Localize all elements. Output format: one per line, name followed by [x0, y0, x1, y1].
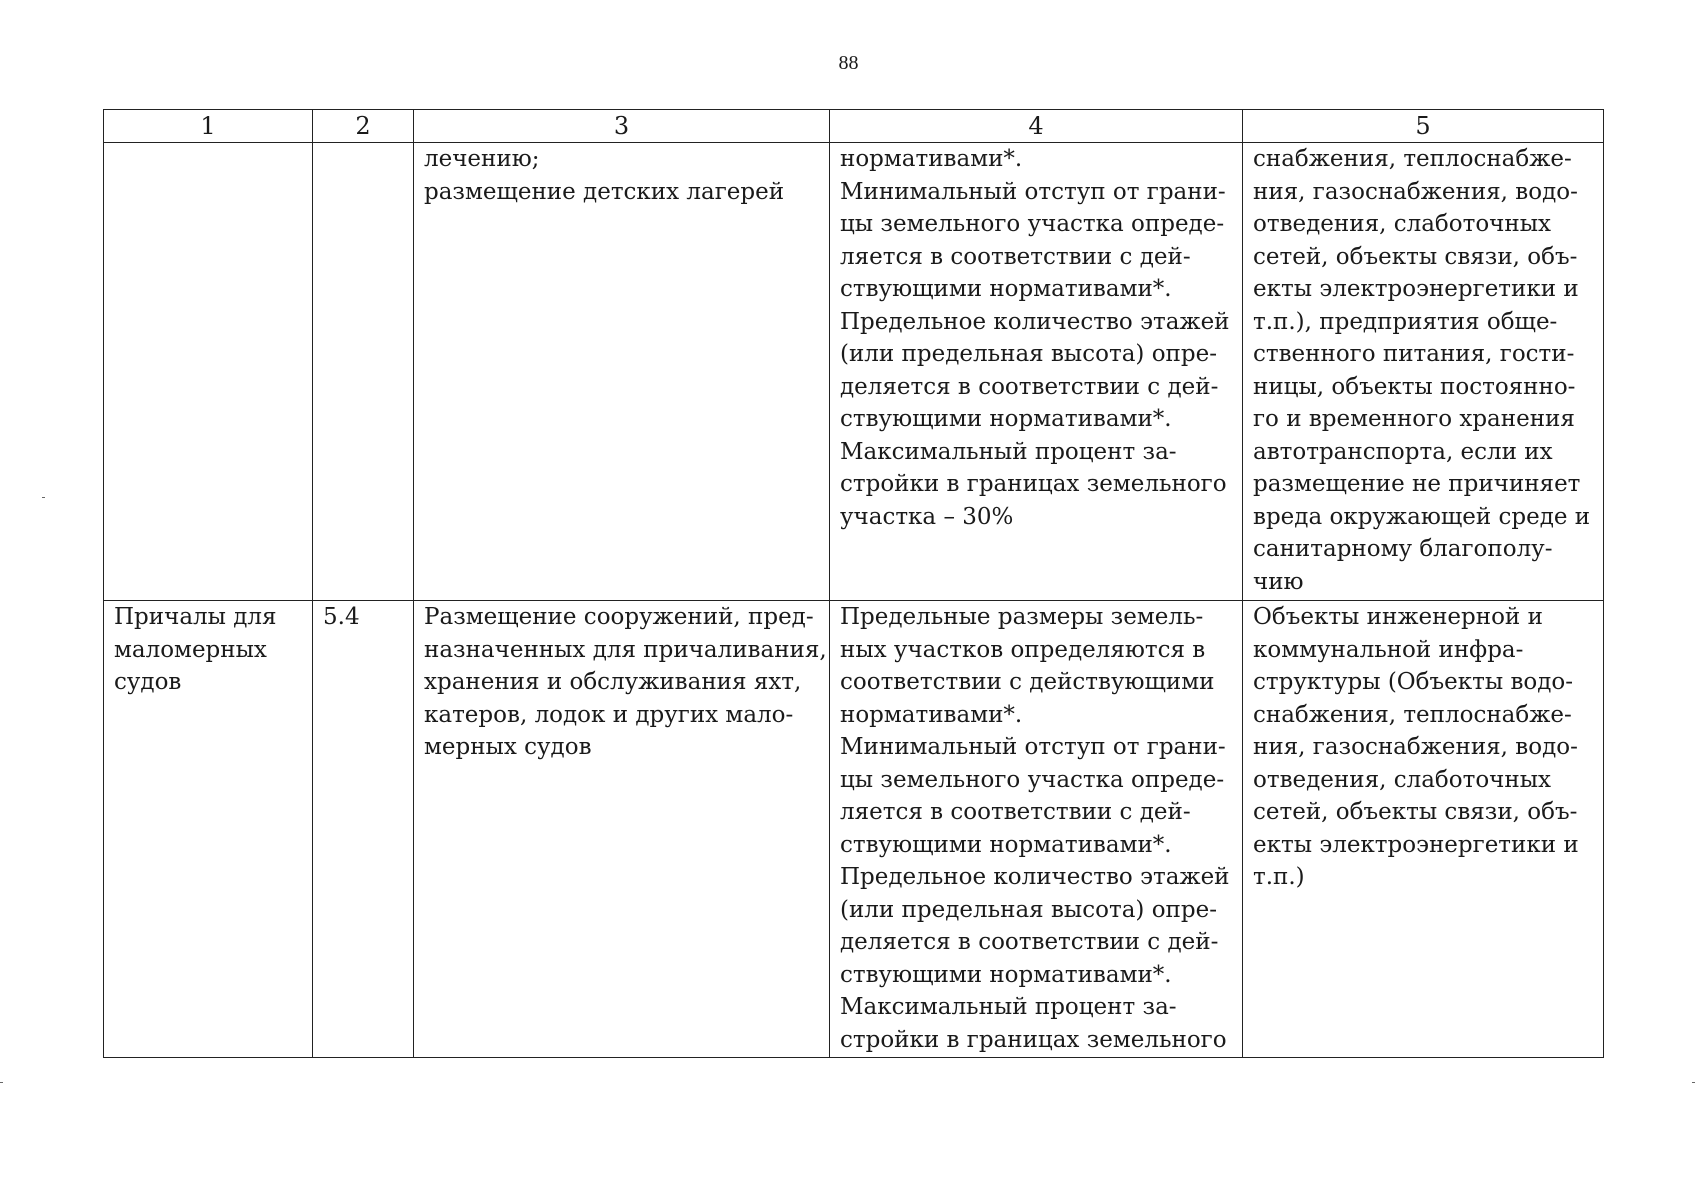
text-line: сетей, объекты связи, объ-	[1253, 243, 1578, 270]
table-row	[104, 601, 1604, 1058]
text-line: стройки в границах земельного	[840, 1026, 1227, 1053]
text-line: цы земельного участка опреде-	[840, 766, 1225, 793]
scan-speck	[1692, 1082, 1695, 1083]
text-line: ляется в соответствии с дей-	[840, 799, 1191, 825]
use-type-cell	[104, 143, 313, 601]
text-line: лечению;	[424, 146, 540, 172]
table-row	[104, 143, 1604, 601]
text-line: соответствии с действующими	[840, 669, 1215, 695]
text-line: ствующими нормативами*.	[840, 831, 1172, 858]
text-line: отведения, слаботочных	[1253, 211, 1551, 237]
text-line: катеров, лодок и других мало-	[424, 701, 794, 728]
text-line: ницы, объекты постоянно-	[1253, 373, 1576, 400]
text-line: ния, газоснабжения, водо-	[1253, 178, 1578, 205]
text-line: Минимальный отступ от грани-	[840, 734, 1226, 760]
text-line: вреда окружающей среде и	[1253, 503, 1591, 530]
text-line: 5.4	[323, 604, 360, 630]
text-line: назначенных для причаливания,	[424, 636, 827, 663]
text-line: ственного питания, гости-	[1253, 341, 1575, 367]
text-line: го и временного хранения	[1253, 406, 1575, 432]
text-line: размещение детских лагерей	[424, 178, 785, 205]
auxiliary-uses-cell	[1243, 601, 1604, 1058]
scan-speck	[42, 497, 45, 498]
text-line: (или предельная высота) опре-	[840, 341, 1217, 367]
text-line: цы земельного участка опреде-	[840, 211, 1225, 237]
column-header-1: 1	[104, 110, 313, 143]
text-line: коммунальной инфра-	[1253, 636, 1524, 663]
text-line: судов	[114, 669, 182, 695]
use-type-cell	[104, 601, 313, 1058]
text-line: Предельное количество этажей	[840, 308, 1230, 335]
code-cell	[313, 601, 414, 1058]
text-line: т.п.)	[1253, 864, 1305, 890]
text-line: размещение не причиняет	[1253, 471, 1581, 497]
text-line: Максимальный процент за-	[840, 994, 1177, 1020]
text-line: екты электроэнергетики и	[1253, 276, 1579, 302]
text-line: Причалы для	[114, 604, 277, 630]
text-line: Размещение сооружений, пред-	[424, 604, 814, 630]
text-line: чию	[1253, 568, 1304, 595]
text-line: ляется в соответствии с дей-	[840, 243, 1191, 270]
text-line: маломерных	[114, 636, 267, 663]
text-line: структуры (Объекты водо-	[1253, 669, 1574, 695]
text-line: мерных судов	[424, 734, 592, 760]
text-line: (или предельная высота) опре-	[840, 896, 1217, 923]
text-line: хранения и обслуживания яхт,	[424, 669, 802, 695]
text-line: стройки в границах земельного	[840, 471, 1227, 497]
scan-speck	[0, 1082, 3, 1083]
page-number: 88	[838, 52, 859, 74]
text-line: Предельное количество этажей	[840, 864, 1230, 890]
column-header-3: 3	[414, 110, 830, 143]
text-line: нормативами*.	[840, 146, 1023, 172]
regulations-table	[103, 109, 1604, 1058]
text-line: т.п.), предприятия обще-	[1253, 308, 1558, 335]
text-line: снабжения, теплоснабже-	[1253, 146, 1572, 172]
text-line: участка – 30%	[840, 503, 1014, 530]
column-header-4: 4	[830, 110, 1243, 143]
description-cell	[414, 601, 830, 1058]
column-header-2: 2	[313, 110, 414, 143]
text-line: екты электроэнергетики и	[1253, 831, 1579, 858]
description-cell	[414, 143, 830, 601]
text-line: Объекты инженерной и	[1253, 604, 1543, 630]
text-line: Предельные размеры земель-	[840, 604, 1204, 630]
text-line: сетей, объекты связи, объ-	[1253, 799, 1578, 825]
code-cell	[313, 143, 414, 601]
text-line: Максимальный процент за-	[840, 438, 1177, 465]
text-line: снабжения, теплоснабже-	[1253, 701, 1572, 728]
text-line: нормативами*.	[840, 701, 1023, 728]
text-line: отведения, слаботочных	[1253, 766, 1551, 793]
text-line: ствующими нормативами*.	[840, 406, 1172, 432]
parameters-cell	[830, 143, 1243, 601]
text-line: Минимальный отступ от грани-	[840, 178, 1226, 205]
column-header-5: 5	[1243, 110, 1604, 143]
text-line: ствующими нормативами*.	[840, 276, 1172, 302]
table-header	[104, 110, 1604, 143]
parameters-cell	[830, 601, 1243, 1058]
auxiliary-uses-cell	[1243, 143, 1604, 601]
text-line: санитарному благополу-	[1253, 536, 1553, 562]
header-row	[104, 110, 1604, 143]
text-line: ния, газоснабжения, водо-	[1253, 734, 1578, 760]
text-line: деляется в соответствии с дей-	[840, 929, 1219, 955]
text-line: ных участков определяются в	[840, 636, 1206, 663]
text-line: деляется в соответствии с дей-	[840, 373, 1219, 400]
text-line: автотранспорта, если их	[1253, 438, 1553, 465]
text-line: ствующими нормативами*.	[840, 961, 1172, 988]
